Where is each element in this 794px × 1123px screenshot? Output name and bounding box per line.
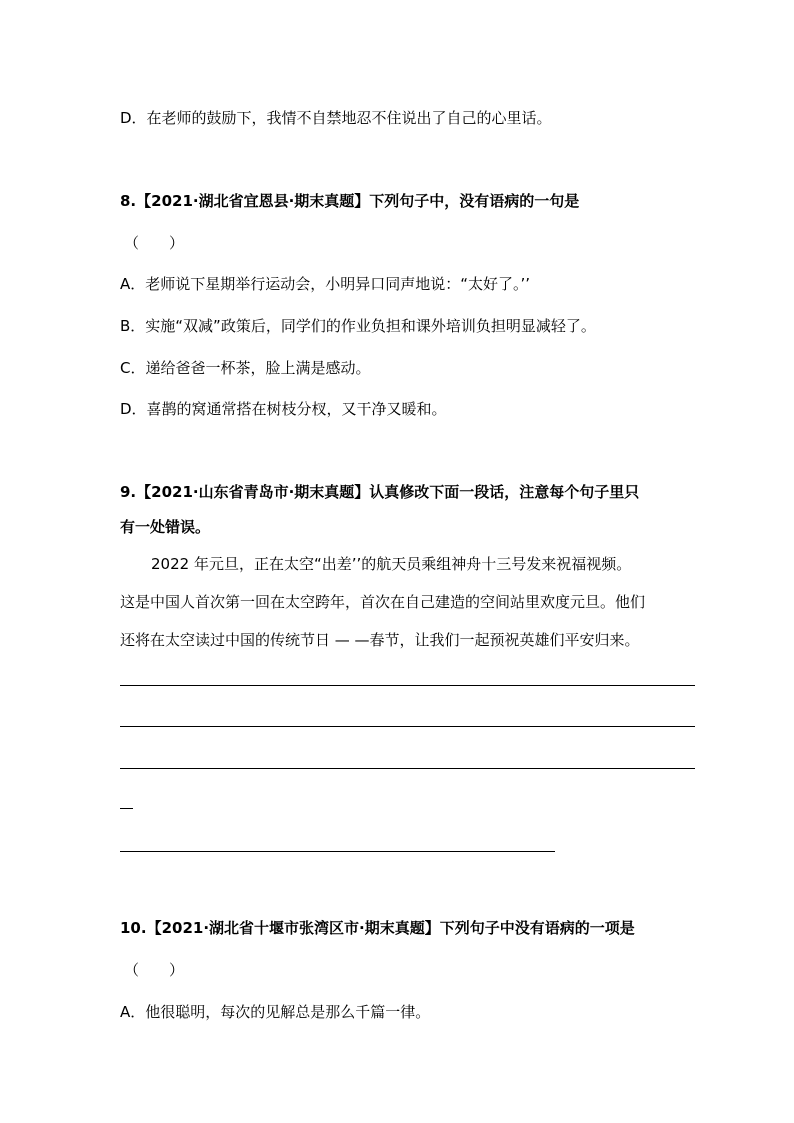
answer-line-4[interactable] (120, 851, 555, 852)
q7-option-d: D．在老师的鼓励下，我情不自禁地忍不住说出了自己的心里话。 (120, 109, 552, 127)
answer-dash (120, 808, 133, 809)
q10-title: 10.【2021·湖北省十堰市张湾区市·期末真题】下列句子中没有语病的一项是 (120, 919, 635, 937)
q8-answer-blank: （ ） (124, 234, 185, 252)
q8-title: 8.【2021·湖北省宜恩县·期末真题】下列句子中，没有语病的一句是 (120, 192, 580, 210)
q10-answer-blank: （ ） (124, 961, 185, 979)
q9-passage-line3: 还将在太空读过中国的传统节日 — —春节，让我们一起预祝英雄们平安归来。 (120, 631, 640, 649)
q9-title-line1: 9.【2021·山东省青岛市·期末真题】认真修改下面一段话，注意每个句子里只 (120, 483, 640, 501)
q8-option-c: C．递给爸爸一杯茶，脸上满是感动。 (120, 359, 371, 377)
answer-line-3[interactable] (120, 768, 695, 769)
q10-option-a: A．他很聪明，每次的见解总是那么千篇一律。 (120, 1003, 431, 1021)
answer-line-1[interactable] (120, 685, 695, 686)
q8-option-d: D．喜鹊的窝通常搭在树枝分杈，又干净又暖和。 (120, 400, 447, 418)
q9-title-line2: 有一处错误。 (120, 518, 211, 536)
answer-line-2[interactable] (120, 726, 695, 727)
q9-passage-line2: 这是中国人首次第一回在太空跨年，首次在自己建造的空间站里欢度元旦。他们 (120, 593, 646, 611)
q8-option-a: A．老师说下星期举行运动会，小明异口同声地说：“太好了。’’ (120, 275, 531, 293)
q8-option-b: B．实施“双减”政策后，同学们的作业负担和课外培训负担明显减轻了。 (120, 317, 596, 335)
q9-passage-line1: 2022 年元旦，正在太空“出差’’的航天员乘组神舟十三号发来祝福视频。 (151, 555, 632, 573)
